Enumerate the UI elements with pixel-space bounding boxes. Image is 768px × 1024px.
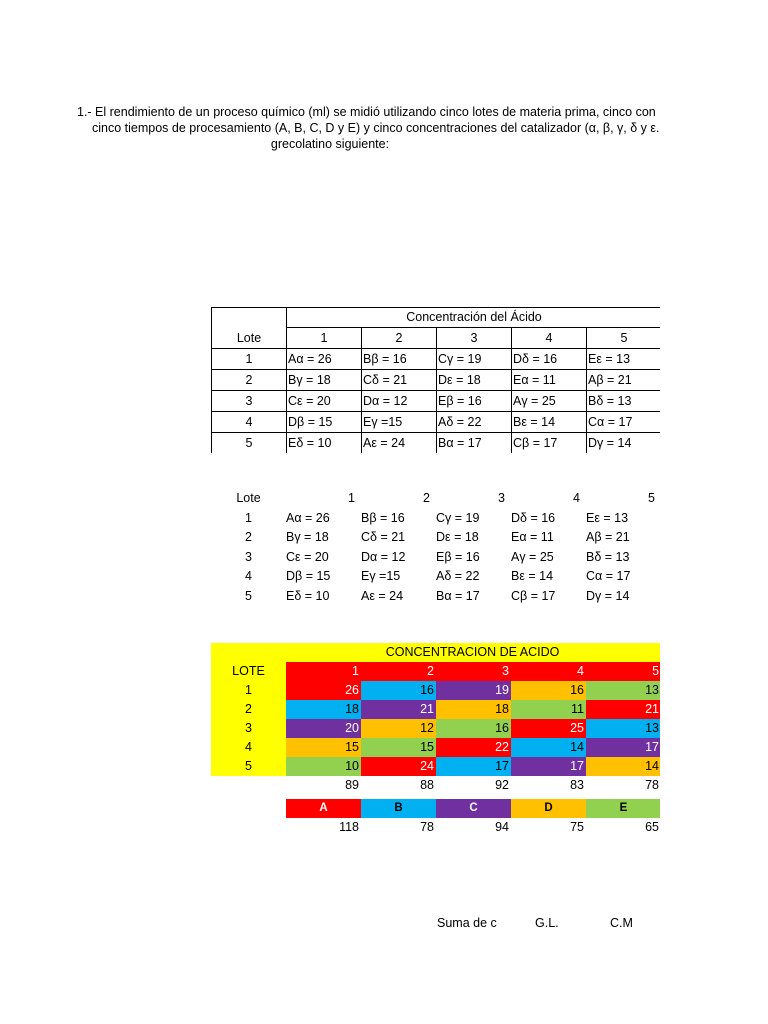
table-row (211, 548, 660, 568)
data-cell: Bε = 14 (512, 412, 587, 433)
corner-cell (212, 308, 287, 328)
value-cell: 13 (586, 719, 660, 738)
statement-line-2: cinco tiempos de procesamiento (A, B, C, D y E) y cinco concentraciones del catalizador (α, β, γ, δ y ε. (92, 121, 660, 135)
value-cell: 10 (286, 757, 361, 776)
lote-cell: 1 (212, 349, 287, 370)
value-cell: 15 (361, 738, 436, 757)
table3-title: CONCENTRACION DE ACIDO (286, 643, 660, 662)
data-cell: Cε = 20 (286, 549, 329, 564)
lote-cell: 5 (212, 433, 287, 454)
table-row (212, 391, 661, 412)
treatment-totals-table (211, 799, 660, 837)
anova-sum-of-squares-header: Suma de c (437, 916, 497, 930)
table1-lote-header: Lote (212, 328, 287, 349)
treatment-total: 118 (339, 820, 359, 834)
anova-mean-square-header: C.M (610, 916, 633, 930)
value-cell: 16 (436, 719, 511, 738)
data-cell: Dδ = 16 (511, 510, 556, 525)
column-total: 83 (570, 778, 584, 792)
table3-lote-header: LOTE (211, 662, 286, 681)
data-cell: Aδ = 22 (437, 412, 512, 433)
table1-title: Concentración del Ácido (287, 308, 661, 328)
data-cell: Dβ = 15 (287, 412, 362, 433)
statement-line-3: grecolatino siguiente: (270, 137, 390, 151)
data-cell: Aε = 24 (362, 433, 437, 454)
column-total: 92 (495, 778, 509, 792)
table-row (211, 719, 660, 738)
lote-cell: 4 (212, 412, 287, 433)
value-cell: 12 (361, 719, 436, 738)
data-cell: Aβ = 21 (586, 530, 630, 544)
value-cell: 16 (511, 681, 586, 700)
empty-cell (211, 776, 286, 795)
treatment-total: 75 (570, 820, 584, 834)
data-cell: Cβ = 17 (512, 433, 587, 454)
data-cell: Bα = 17 (437, 433, 512, 454)
data-cell: Eβ = 16 (436, 549, 480, 564)
colored-latin-square-table (211, 643, 660, 795)
empty-cell (211, 799, 286, 818)
table-row (211, 757, 660, 776)
lote-cell: 4 (245, 569, 252, 583)
data-cell: Cδ = 21 (362, 370, 437, 391)
value-cell: 14 (511, 738, 586, 757)
lote-cell: 3 (211, 719, 286, 738)
table3-col-header: 3 (436, 662, 511, 681)
data-cell: Eβ = 16 (437, 391, 512, 412)
table2-col-header: 4 (573, 491, 580, 505)
value-cell: 17 (511, 757, 586, 776)
table-row (211, 738, 660, 757)
lote-cell: 2 (211, 700, 286, 719)
data-cell: Eε = 13 (586, 510, 629, 525)
table1-col-header: 5 (587, 328, 661, 349)
data-cell: Bδ = 13 (587, 391, 661, 412)
treatment-total: 65 (645, 820, 659, 834)
table2-col-header: 3 (498, 491, 505, 505)
data-cell: Aβ = 21 (587, 370, 661, 391)
treatment-total: 78 (420, 820, 434, 834)
data-cell: Bδ = 13 (586, 549, 630, 564)
table3-col-header: 4 (511, 662, 586, 681)
bordered-latin-square-table (211, 307, 660, 453)
colored-table-container (211, 643, 660, 840)
treatment-label: A (286, 799, 361, 818)
data-cell: Bγ = 18 (286, 530, 329, 544)
data-cell: Bβ = 16 (362, 349, 437, 370)
lote-cell: 1 (211, 681, 286, 700)
data-cell: Eα = 11 (512, 370, 587, 391)
table-row (211, 509, 660, 529)
anova-degrees-of-freedom-header: G.L. (535, 916, 559, 930)
corner-cell (211, 643, 286, 662)
value-cell: 24 (361, 757, 436, 776)
lote-cell: 2 (212, 370, 287, 391)
column-totals-row (211, 776, 660, 795)
treatment-label: C (436, 799, 511, 818)
lote-cell: 5 (211, 757, 286, 776)
table2-col-header: 1 (348, 491, 355, 505)
value-cell: 14 (586, 757, 660, 776)
data-cell: Cβ = 17 (511, 588, 556, 603)
value-cell: 20 (286, 719, 361, 738)
value-cell: 25 (511, 719, 586, 738)
data-cell: Cα = 17 (587, 412, 661, 433)
value-cell: 22 (436, 738, 511, 757)
value-cell: 17 (436, 757, 511, 776)
data-cell: Dε = 18 (437, 370, 512, 391)
value-cell: 18 (286, 700, 361, 719)
data-cell: Eα = 11 (511, 530, 554, 544)
treatment-totals-row (211, 818, 660, 837)
data-cell: Cγ = 19 (436, 510, 480, 525)
value-cell: 11 (511, 700, 586, 719)
table3-col-header: 5 (586, 662, 660, 681)
table3-col-header: 1 (286, 662, 361, 681)
table-row (211, 528, 660, 548)
lote-cell: 3 (212, 391, 287, 412)
data-cell: Dγ = 14 (586, 588, 630, 603)
data-cell: Cε = 20 (287, 391, 362, 412)
data-cell: Bα = 17 (436, 588, 480, 603)
treatment-label: D (511, 799, 586, 818)
table1-col-header: 3 (437, 328, 512, 349)
data-cell: Aα = 26 (286, 510, 330, 525)
value-cell: 16 (361, 681, 436, 700)
treatment-label: E (586, 799, 660, 818)
data-cell: Dδ = 16 (512, 349, 587, 370)
lote-cell: 5 (245, 588, 252, 603)
value-cell: 26 (286, 681, 361, 700)
column-total: 78 (645, 778, 660, 792)
table2-lote-header: Lote (236, 491, 261, 505)
treatment-label: B (361, 799, 436, 818)
lote-cell: 2 (245, 530, 252, 544)
plain-table-container (211, 489, 660, 607)
value-cell: 15 (286, 738, 361, 757)
table-row (212, 433, 661, 454)
value-cell: 18 (436, 700, 511, 719)
value-cell: 21 (586, 700, 660, 719)
lote-cell: 4 (211, 738, 286, 757)
empty-cell (211, 818, 286, 837)
data-cell: Cγ = 19 (437, 349, 512, 370)
data-cell: Eγ =15 (361, 569, 401, 583)
data-cell: Bε = 14 (511, 569, 554, 583)
treatment-header-row (211, 799, 660, 818)
table-row (211, 700, 660, 719)
data-cell: Eδ = 10 (286, 588, 330, 603)
data-cell: Eγ =15 (362, 412, 437, 433)
data-cell: Eδ = 10 (287, 433, 362, 454)
data-cell: Aα = 26 (287, 349, 362, 370)
data-cell: Aγ = 25 (512, 391, 587, 412)
data-cell: Aγ = 25 (511, 549, 554, 564)
value-cell: 13 (586, 681, 660, 700)
table-row (212, 412, 661, 433)
table-row (211, 587, 660, 607)
statement-line-1: 1.- El rendimiento de un proceso químico (ml) se midió utilizando cinco lotes de materia prima, cinco con (77, 105, 656, 119)
table3-col-header: 2 (361, 662, 436, 681)
value-cell: 17 (586, 738, 660, 757)
data-cell: Dα = 12 (361, 549, 406, 564)
data-cell: Dα = 12 (362, 391, 437, 412)
treatment-total: 94 (495, 820, 509, 834)
table-row (211, 567, 660, 587)
data-cell: Cδ = 21 (361, 530, 406, 544)
data-cell: Cα = 17 (586, 569, 631, 583)
table-row (212, 349, 661, 370)
plain-latin-square-table (211, 489, 660, 606)
lote-cell: 1 (245, 510, 252, 525)
table1-col-header: 2 (362, 328, 437, 349)
table1-col-header: 1 (287, 328, 362, 349)
table-row (212, 370, 661, 391)
column-total: 88 (420, 778, 434, 792)
table2-col-header: 5 (648, 491, 655, 505)
table1-col-header: 4 (512, 328, 587, 349)
value-cell: 21 (361, 700, 436, 719)
data-cell: Eε = 13 (587, 349, 661, 370)
bordered-table-container (211, 307, 660, 453)
data-cell: Bγ = 18 (287, 370, 362, 391)
data-cell: Dγ = 14 (587, 433, 661, 454)
data-cell: Aδ = 22 (436, 569, 480, 583)
data-cell: Aε = 24 (361, 588, 404, 603)
value-cell: 19 (436, 681, 511, 700)
problem-statement (0, 104, 660, 152)
data-cell: Dβ = 15 (286, 569, 331, 583)
data-cell: Dε = 18 (436, 530, 479, 544)
table-row (211, 681, 660, 700)
column-total: 89 (345, 778, 359, 792)
lote-cell: 3 (245, 549, 252, 564)
table2-col-header: 2 (423, 491, 430, 505)
data-cell: Bβ = 16 (361, 510, 405, 525)
